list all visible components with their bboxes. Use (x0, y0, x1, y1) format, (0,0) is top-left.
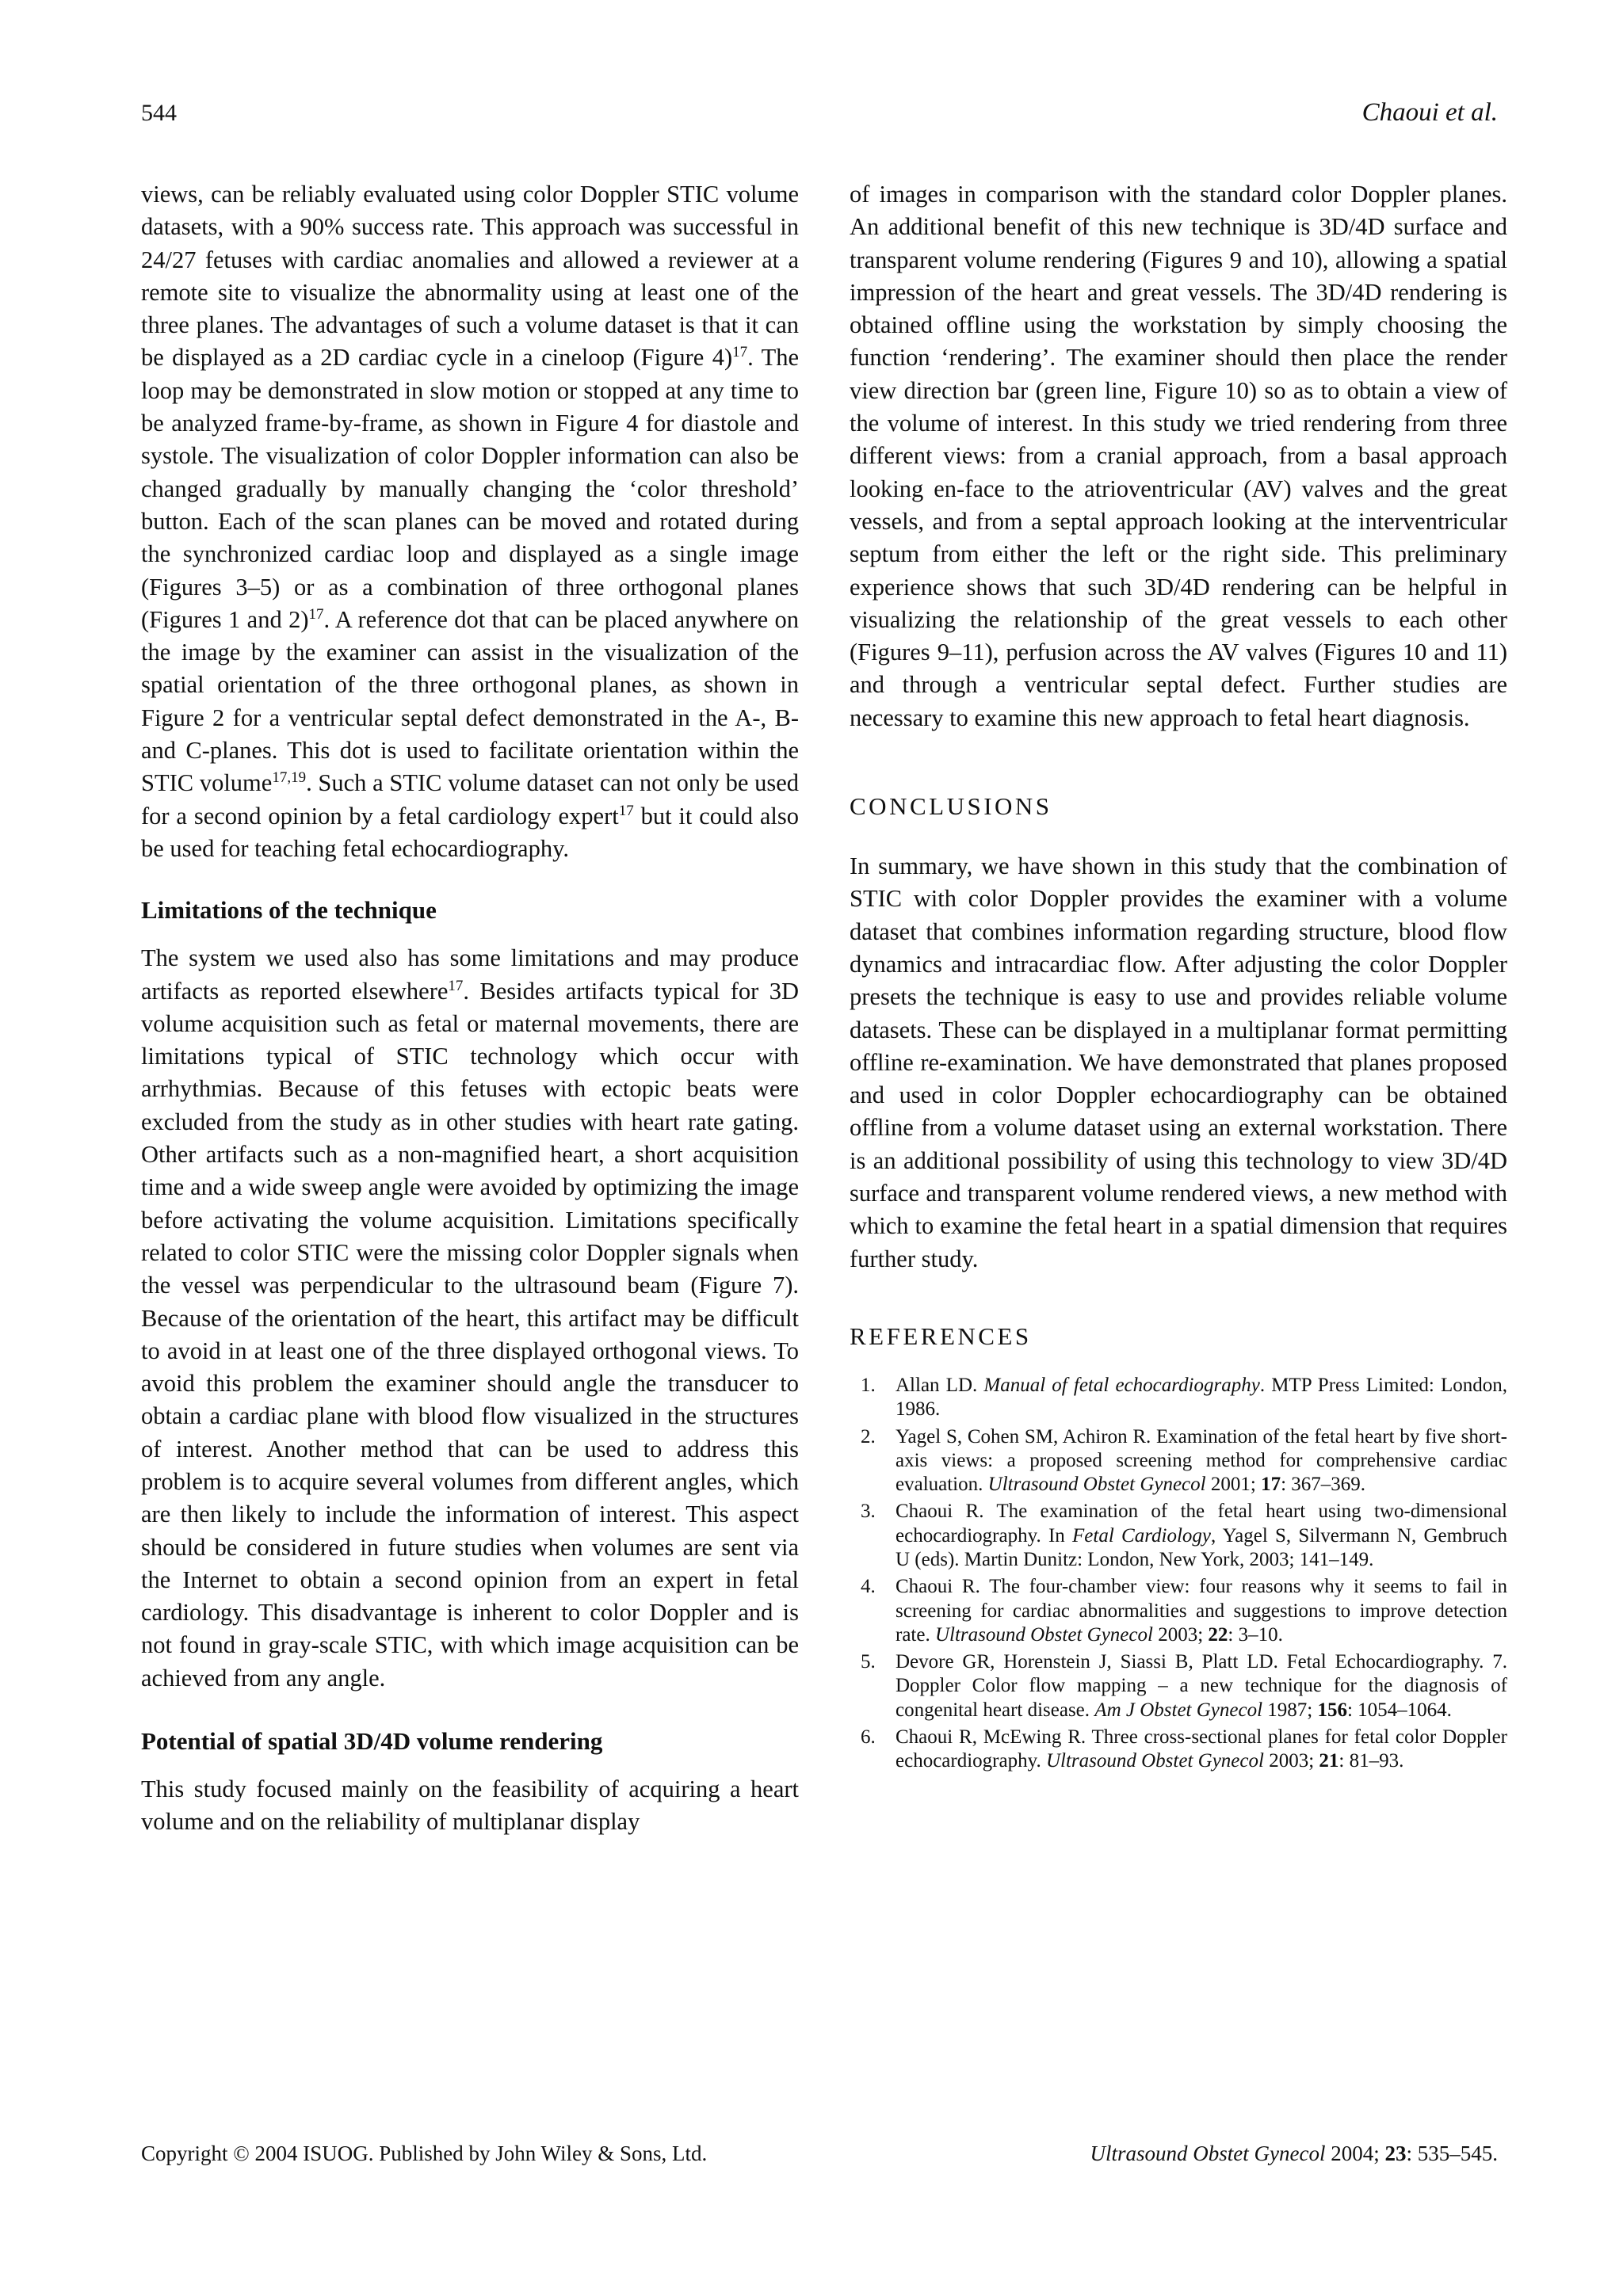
subsection-heading: Potential of spatial 3D/4D volume rendering (141, 1727, 603, 1756)
left-column (141, 178, 799, 1839)
citation-ref: 17 (732, 344, 748, 361)
page-number: 544 (141, 100, 177, 126)
footer-copyright: Copyright © 2004 ISUOG. Published by John Wiley & Sons, Ltd. (141, 2142, 708, 2165)
reference-item: 3. Chaoui R. The examination of the fetal heart using two-dimensional echocardiography. In Fetal Cardiology, Yagel S, Silvermann N, Gembruch U (eds). Martin Dunitz: London, New York, 2003; 141–149. (861, 1501, 1508, 1570)
reference-item: 6. Chaoui R, McEwing R. Three cross-sectional planes for fetal color Doppler echocardiography. Ultrasound Obstet Gynecol 2003; 21: 81–93. (861, 1726, 1507, 1772)
subsection-heading: Limitations of the technique (141, 896, 437, 925)
section-heading-conclusions: CONCLUSIONS (850, 792, 1052, 821)
reference-item: 5. Devore GR, Horenstein J, Siassi B, Platt LD. Fetal Echocardiography. 7. Doppler Color flow mapping – a new technique for the diagnosis of congenital heart disease. Am J Obstet Gynecol 1987; 156: 1054–1064. (861, 1651, 1507, 1721)
body-paragraph: This study focused mainly on the feasibility of acquiring a heart volume and on the reliability of multiplanar display (141, 1775, 799, 1836)
citation-ref: 17 (308, 605, 324, 623)
section-heading-references: REFERENCES (850, 1322, 1032, 1350)
reference-list (850, 1374, 1507, 1774)
reference-item: 4. Chaoui R. The four-chamber view: four reasons why it seems to fail in screening for cardiac abnormalities and suggestions to improve detection rate. Ultrasound Obstet Gynecol 2003; 22: 3–10. (861, 1576, 1507, 1646)
footer-citation: Ultrasound Obstet Gynecol 2004; 23: 535–545. (1090, 2142, 1498, 2165)
body-paragraph: views, can be reliably evaluated using color Doppler STIC volume datasets, with a 90% success rate. This approach was successful in 24/27 fetuses with cardiac anomalies and allowed a reviewer at a remote site to visualize the abnormality using at least one of the three planes. The advantages of such a volume dataset is that it can be displayed as a 2D cardiac cycle in a cineloop (Figure 4)$^{17}$. The loop may be demonstrated in slow motion or stopped at any time to be analyzed frame-by-frame, as shown in Figure 4 for diastole and systole. The visualization of color Doppler information can also be changed gradually by manually changing the ‘color threshold’ button. Each of the scan planes can be moved and rotated during the synchronized cardiac loop and displayed as a single image (Figures 3–5) or as a combination of three orthogonal planes (Figures 1 and 2)$^{17}$. A reference dot that can be placed anywhere on the image by the examiner can assist in the visualization of the spatial orientation of the three orthogonal planes, as shown in Figure 2 for a ventricular septal defect demonstrated in the A-, B- and C-planes. This dot is used to facilitate orientation within the STIC volume$^{17,19}$. Such a STIC volume dataset can not only be used for a second opinion by a fetal cardiology expert$^{17}$ but it could also be used for teaching fetal echocardiography. (141, 181, 799, 862)
right-column (850, 178, 1507, 1777)
reference-item: 2. Yagel S, Cohen SM, Achiron R. Examination of the fetal heart by five short-axis views: a proposed screening method for comprehensive cardiac evaluation. Ultrasound Obstet Gynecol 2001; 17: 367–369. (861, 1425, 1507, 1496)
citation-ref: 17 (448, 977, 464, 994)
body-paragraph: of images in comparison with the standard color Doppler planes. An additional benefit of this new technique is 3D/4D surface and transparent volume rendering (Figures 9 and 10), allowing a spatial impression of the heart and great vessels. The 3D/4D rendering is obtained offline using the workstation by simply choosing the function ‘rendering’. The examiner should then place the render view direction bar (green line, Figure 10) so as to obtain a view of the volume of interest. In this study we tried rendering from three different views: from a cranial approach, from a basal approach looking en-face to the atrioventricular (AV) valves and the great vessels, and from a septal approach looking at the interventricular septum from either the left or the right side. This preliminary experience shows that such 3D/4D rendering can be helpful in visualizing the relationship of the great vessels to each other (Figures 9–11), perfusion across the AV valves (Figures 10 and 11) and through a ventricular septal defect. Further studies are necessary to examine this new approach to fetal heart diagnosis. (850, 181, 1507, 731)
running-head: Chaoui et al. (1361, 98, 1498, 127)
body-paragraph: The system we used also has some limitations and may produce artifacts as reported elsewhere$^{17}$. Besides artifacts typical for 3D volume acquisition such as fetal or maternal movements, there are limitations typical of STIC technology which occur with arrhythmias. Because of this fetuses with ectopic beats were excluded from the study as in other studies with heart rate gating. Other artifacts such as a non-magnified heart, a short acquisition time and a wide sweep angle were avoided by optimizing the image before activating the volume acquisition. Limitations specifically related to color STIC were the missing color Doppler signals when the vessel was perpendicular to the ultrasound beam (Figure 7). Because of the orientation of the heart, this artifact may be difficult to avoid in at least one of the three displayed orthogonal views. To avoid this problem the examiner should angle the transducer to obtain a cardiac plane with blood flow visualized in the structures of interest. Another method that can be used to address this problem is to acquire several volumes from different angles, which are then likely to include the information of interest. This aspect should be considered in future studies when volumes are sent via the Internet to obtain a second opinion from an expert in fetal cardiology. This disadvantage is inherent to color Doppler and is not found in gray-scale STIC, with which image acquisition can be achieved from any angle. (141, 944, 799, 1691)
reference-item: 1. Allan LD. Manual of fetal echocardiography. MTP Press Limited: London, 1986. (861, 1374, 1507, 1421)
citation-ref: 17,19 (272, 769, 307, 787)
body-paragraph: In summary, we have shown in this study that the combination of STIC with color Doppler provides the examiner with a volume dataset that combines information regarding structure, blood flow dynamics and intracardiac flow. After adjusting the color Doppler presets the technique is easy to use and provides reliable volume datasets. These can be displayed in a multiplanar format permitting offline re-examination. We have demonstrated that planes proposed and used in color Doppler echocardiography can be obtained offline from a volume dataset using an external workstation. There is an additional possibility of using this technology to view 3D/4D surface and transparent volume rendered views, a new method with which to examine the fetal heart in a spatial dimension that requires further study. (850, 852, 1507, 1272)
citation-ref: 17 (618, 802, 634, 819)
